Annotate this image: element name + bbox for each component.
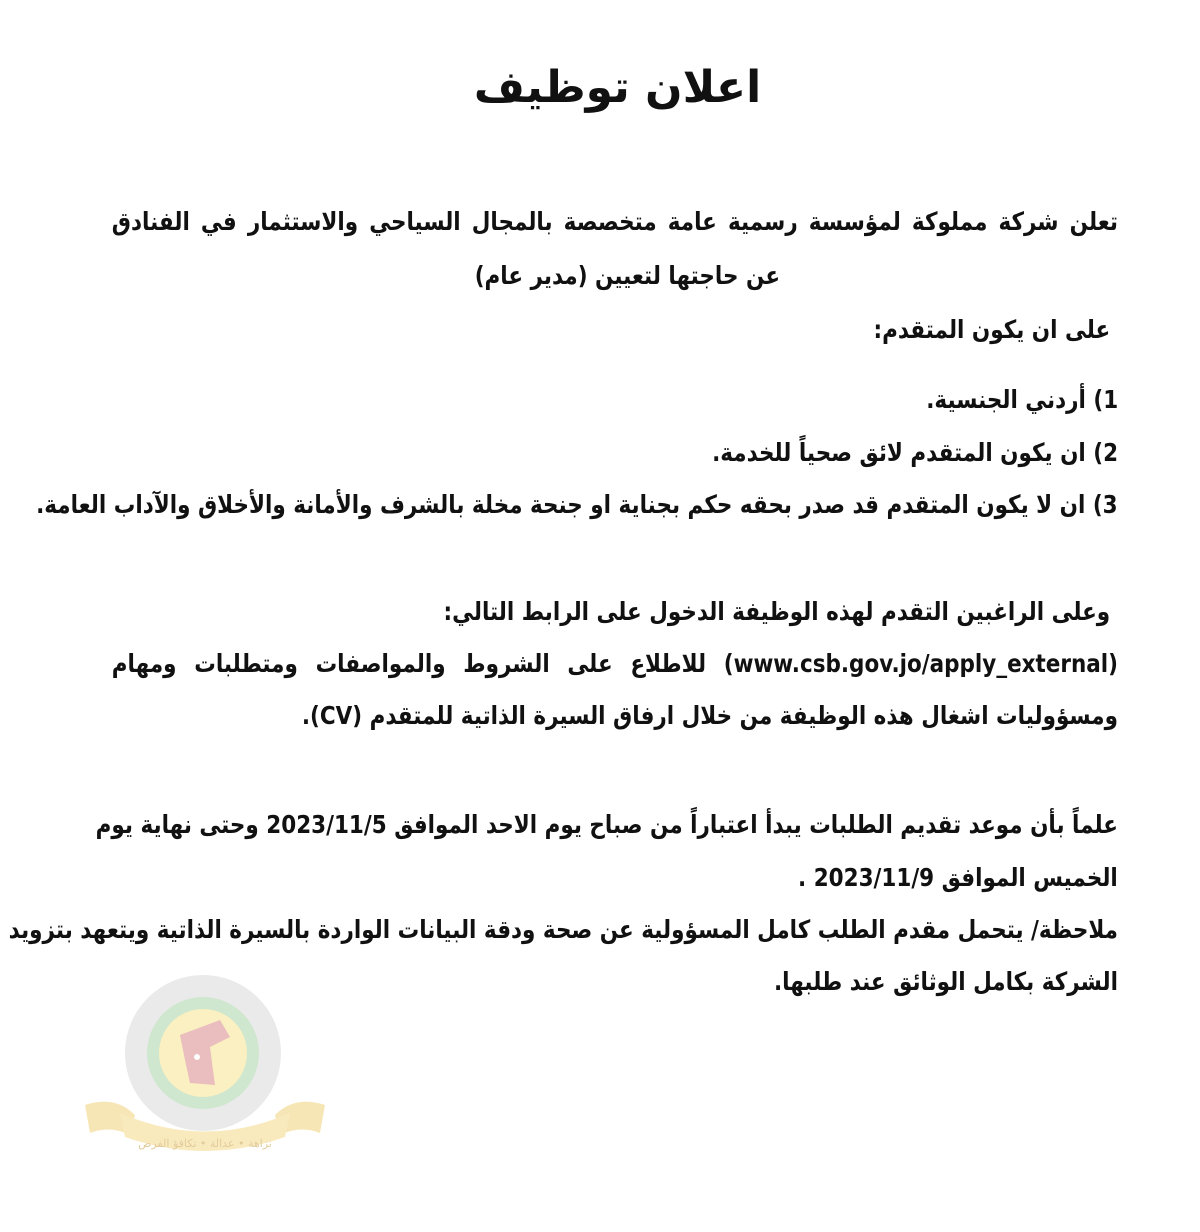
intro-line: تعلن شركة مملوكة لمؤسسة رسمية عامة متخصصة بالمجال السياحي والاستثمار في الفنادق (111, 207, 1118, 236)
conditions-heading: على ان يكون المتقدم: (873, 315, 1110, 344)
apply-line: وعلى الراغبين التقدم لهذه الوظيفة الدخول على الرابط التالي: (443, 597, 1110, 626)
page-title: اعلان توظيف (473, 62, 762, 113)
dates-line: الخميس الموافق 2023/11/9 . (798, 863, 1118, 892)
note-line: الشركة بكامل الوثائق عند طلبها. (774, 967, 1118, 996)
intro-line: عن حاجتها لتعيين (مدير عام) (474, 261, 780, 290)
condition-item: 2) ان يكون المتقدم لائق صحياً للخدمة. (712, 438, 1118, 467)
apply-link-line: (www.csb.gov.jo/apply_external) للاطلاع على الشروط والمواصفات ومتطلبات ومهام (111, 649, 1118, 678)
dates-line: علماً بأن موعد تقديم الطلبات يبدأ اعتباراً من صباح يوم الاحد الموافق 2023/11/5 وحتى نهاية يوم (95, 810, 1119, 839)
condition-item: 1) أردني الجنسية. (926, 385, 1118, 414)
apply-line: ومسؤوليات اشغال هذه الوظيفة من خلال ارفاق السيرة الذاتية للمتقدم (CV). (301, 701, 1119, 730)
condition-item: 3) ان لا يكون المتقدم قد صدر بحقه حكم بجناية او جنحة مخلة بالشرف والأمانة والأخلاق والآداب العامة. (36, 490, 1118, 519)
note-line: ملاحظة/ يتحمل مقدم الطلب كامل المسؤولية عن صحة ودقة البيانات الواردة بالسيرة الذاتية ويتعهد بتزويد (8, 915, 1118, 944)
logo-motto: نزاهة • عدالة • تكافؤ الفرص (138, 1137, 272, 1150)
civil-service-bureau-logo (85, 975, 325, 1155)
